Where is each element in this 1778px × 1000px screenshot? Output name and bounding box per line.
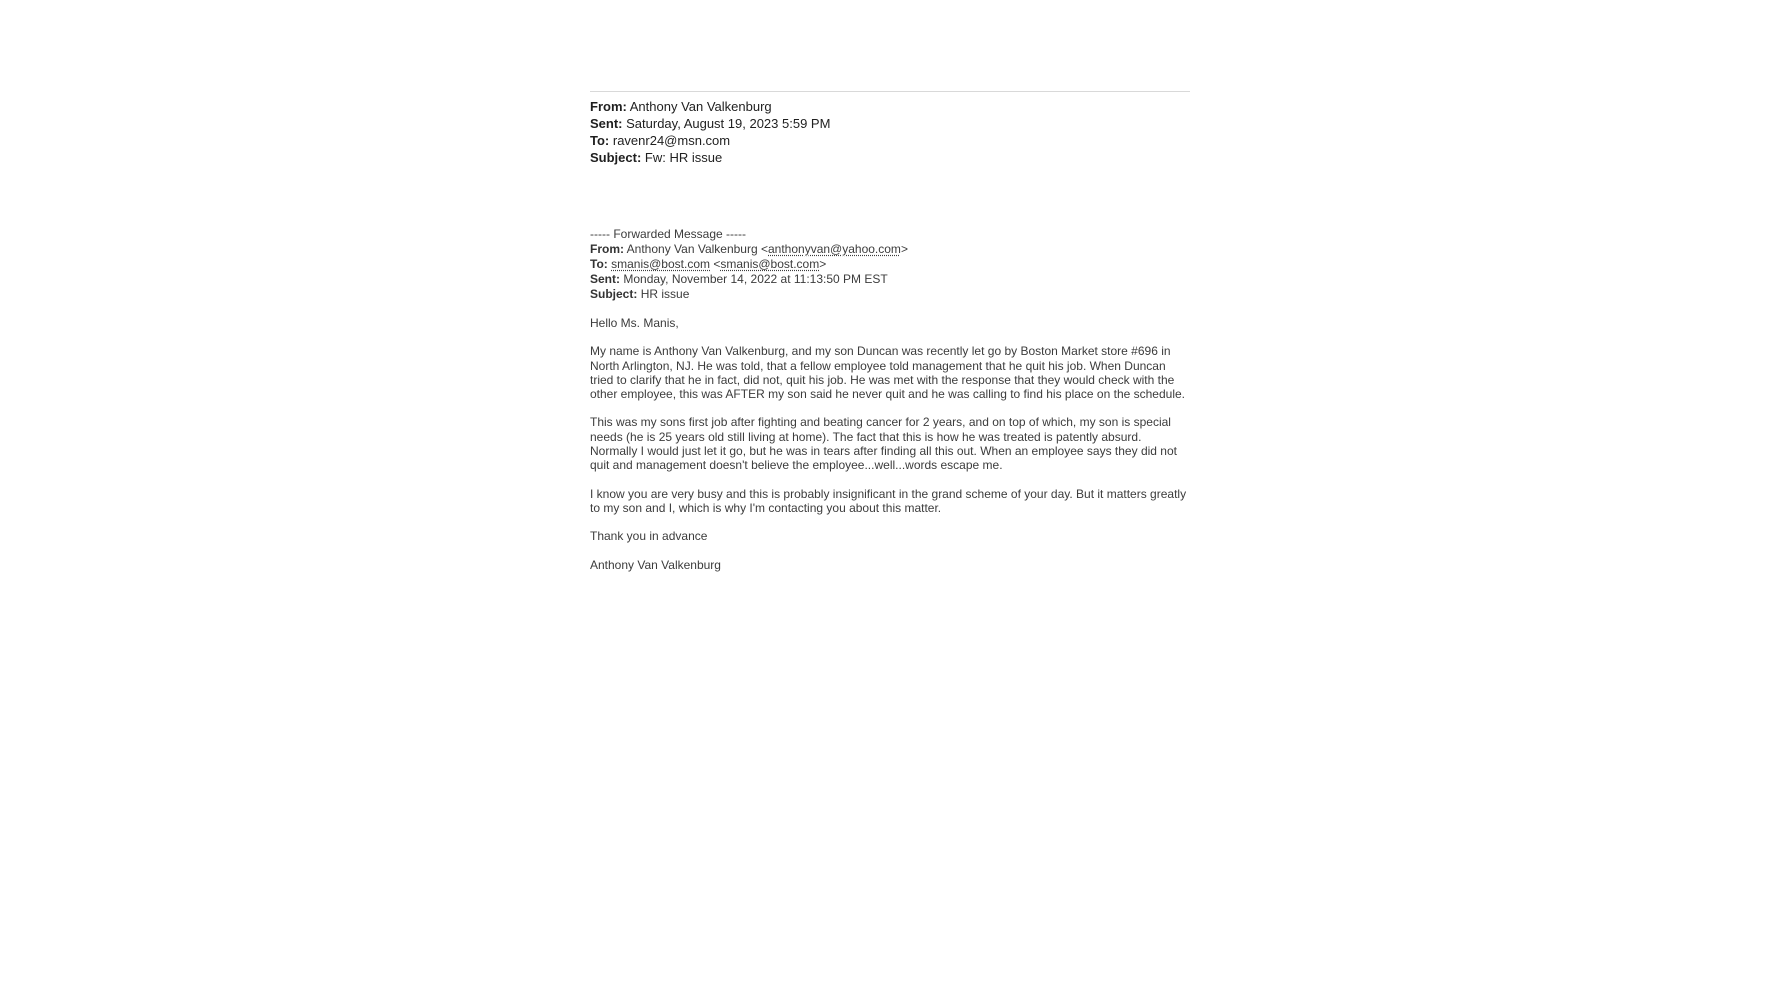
vertical-gap bbox=[590, 166, 1190, 227]
forwarded-to-email2-link[interactable]: smanis@bost.com bbox=[720, 257, 820, 271]
sent-value: Saturday, August 19, 2023 5:59 PM bbox=[626, 116, 831, 131]
forwarded-row-sent bbox=[590, 272, 1190, 287]
forwarded-to-separator: < bbox=[710, 257, 721, 271]
forwarded-to-email-link[interactable]: smanis@bost.com bbox=[611, 257, 710, 271]
forwarded-divider: ----- Forwarded Message ----- bbox=[590, 227, 747, 241]
closing-line: Thank you in advance bbox=[590, 529, 708, 544]
signature: Anthony Van Valkenburg bbox=[590, 557, 721, 572]
forwarded-subject-label: Subject: bbox=[590, 287, 638, 301]
to-value: ravenr24@msn.com bbox=[612, 133, 731, 148]
header-row-subject bbox=[590, 149, 1190, 166]
header-row-from bbox=[590, 98, 1190, 115]
body-paragraph-3: I know you are very busy and this is probably insignificant in the grand scheme of your day. But it matters greatly to my son and I, which is why I'm contacting you about this matter. bbox=[590, 486, 1187, 515]
body-paragraph-2: This was my sons first job after fighting and beating cancer for 2 years, and on top of which, my son is special needs (he is 25 years old still living at home). The fact that this is how he was treated is patently absurd. Normally I would just let it go, but he was in tears after finding all this out. When an employee says they did not quit and management doesn't believe the employee...well...words escape me. bbox=[590, 415, 1177, 473]
from-label: From: bbox=[590, 99, 627, 114]
from-value: Anthony Van Valkenburg bbox=[629, 99, 772, 114]
divider-line bbox=[590, 91, 1190, 92]
header-row-to bbox=[590, 132, 1190, 149]
forwarded-subject-value: HR issue bbox=[640, 287, 690, 301]
forwarded-row-from bbox=[590, 242, 1190, 257]
to-label: To: bbox=[590, 133, 610, 148]
forwarded-to-bracket: > bbox=[819, 257, 827, 271]
forwarded-from-email-link[interactable]: anthonyvan@yahoo.com bbox=[768, 242, 901, 256]
email-content bbox=[590, 91, 1190, 572]
forwarded-header bbox=[590, 227, 1190, 302]
forwarded-sent-label: Sent: bbox=[590, 272, 620, 286]
forwarded-from-bracket: > bbox=[900, 242, 908, 256]
body-paragraph-1: My name is Anthony Van Valkenburg, and my son Duncan was recently let go by Boston Market store #696 in North Arlington, NJ. He was told, that a fellow employee told management that he quit his job. When Duncan tried to clarify that he in fact, did not, quit his job. He was met with the response that they would check with the other employee, this was AFTER my son said he never quit and he was calling to find his place on the schedule. bbox=[590, 344, 1185, 402]
email-header bbox=[590, 98, 1190, 166]
greeting: Hello Ms. Manis, bbox=[590, 316, 679, 330]
email-body bbox=[590, 316, 1190, 572]
subject-value: Fw: HR issue bbox=[644, 150, 723, 165]
forwarded-row-to bbox=[590, 257, 1190, 272]
header-row-sent bbox=[590, 115, 1190, 132]
subject-label: Subject: bbox=[590, 150, 642, 165]
forwarded-sent-value: Monday, November 14, 2022 at 11:13:50 PM EST bbox=[623, 272, 888, 286]
forwarded-from-name: Anthony Van Valkenburg < bbox=[626, 242, 768, 256]
forwarded-from-label: From: bbox=[590, 242, 624, 256]
forwarded-to-label: To: bbox=[590, 257, 608, 271]
forwarded-row-subject bbox=[590, 287, 1190, 302]
sent-label: Sent: bbox=[590, 116, 623, 131]
